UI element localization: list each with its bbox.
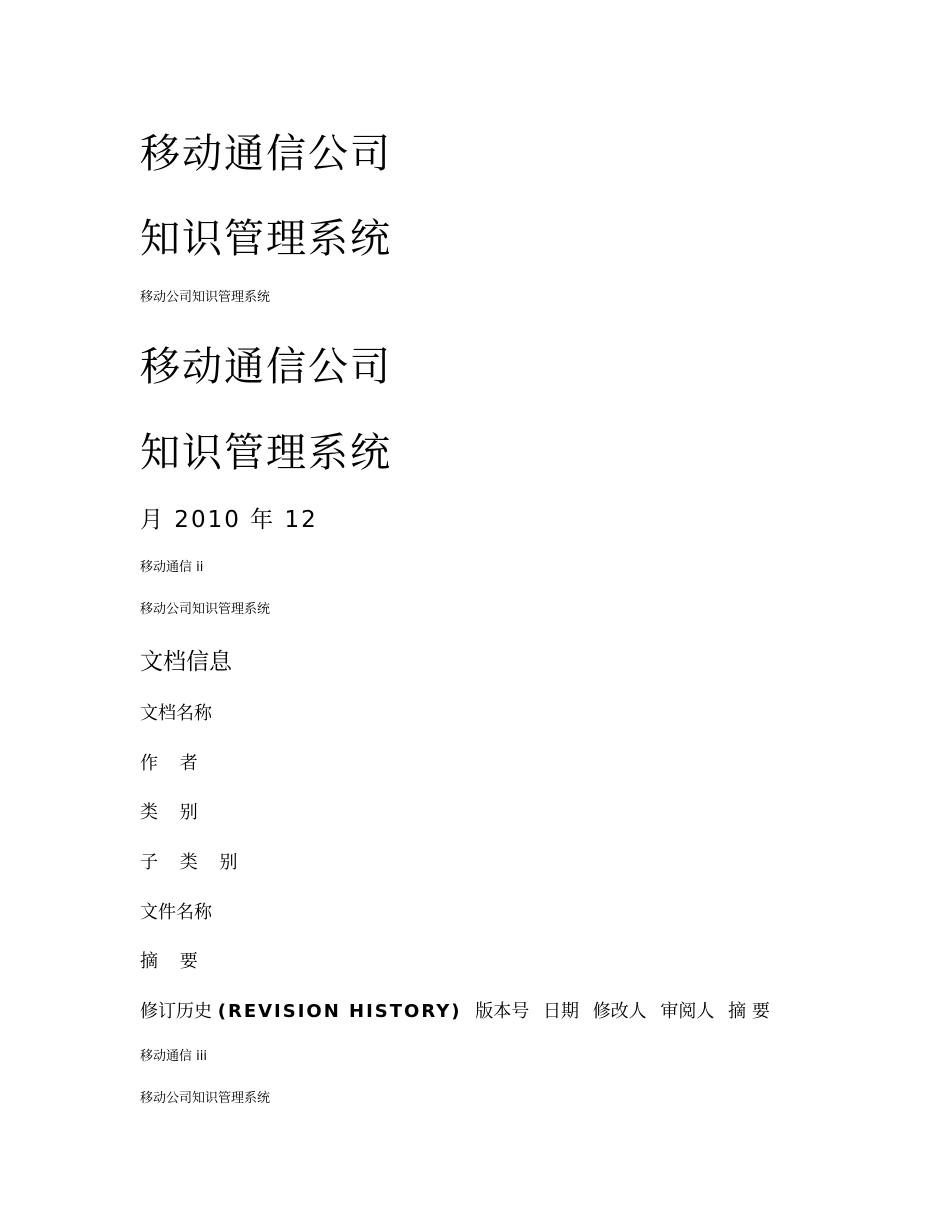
running-header-ii: 移动公司知识管理系统 <box>140 602 271 617</box>
doc-info-heading: 文档信息 <box>140 649 232 675</box>
revision-col-date: 日期 <box>542 1001 579 1022</box>
running-header: 移动公司知识管理系统 <box>140 290 271 305</box>
cover-title-line-4: 知识管理系统 <box>140 430 392 476</box>
field-author: 作 者 <box>140 753 206 774</box>
page-footer-ii: 移动通信 ii <box>140 560 204 575</box>
revision-col-modifier: 修改人 <box>592 1001 647 1022</box>
running-header-iii: 移动公司知识管理系统 <box>140 1091 271 1106</box>
field-doc-name: 文档名称 <box>140 703 212 724</box>
cover-title-line-2: 知识管理系统 <box>140 216 392 262</box>
field-abstract: 摘 要 <box>140 951 206 972</box>
field-category: 类 别 <box>140 802 206 823</box>
field-file-name: 文件名称 <box>140 902 212 923</box>
revision-col-summary: 摘 要 <box>728 1001 770 1022</box>
revision-history-row <box>140 1003 770 1021</box>
cover-title-line-3: 移动通信公司 <box>140 344 392 390</box>
cover-title-line-1: 移动通信公司 <box>140 131 392 177</box>
revision-label-en: (REVISION HISTORY) <box>217 1001 462 1022</box>
revision-label-cn: 修订历史 <box>140 1001 212 1022</box>
field-sub-category: 子 类 别 <box>140 852 246 873</box>
page-footer-iii: 移动通信 iii <box>140 1049 207 1064</box>
cover-date: 月 2010 年 12 <box>140 507 318 533</box>
revision-col-reviewer: 审阅人 <box>660 1001 715 1022</box>
revision-col-version: 版本号 <box>475 1001 530 1022</box>
